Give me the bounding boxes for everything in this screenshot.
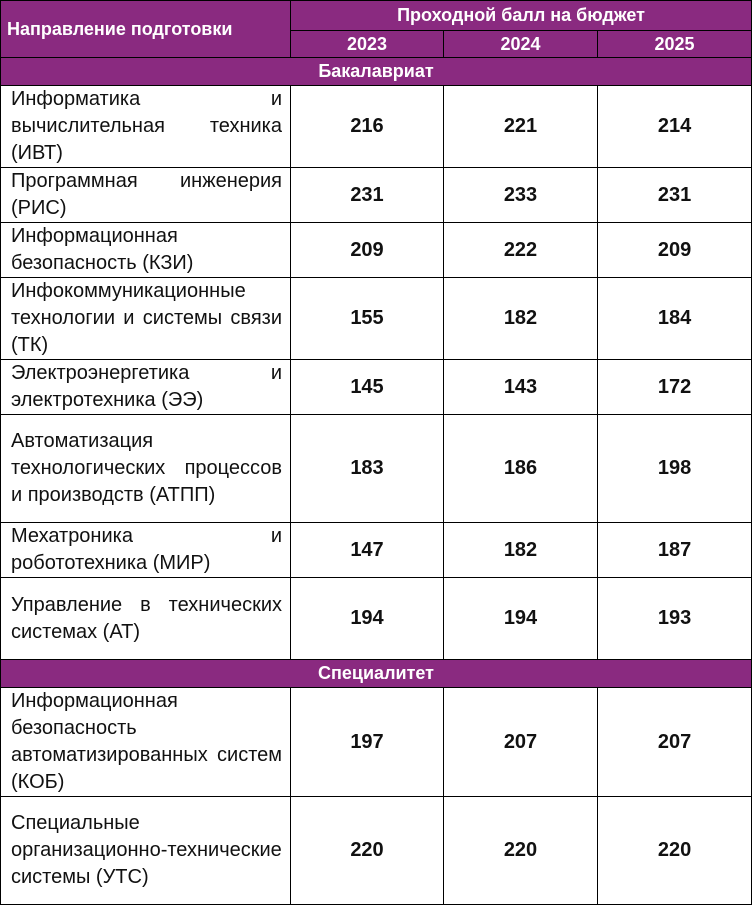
section-title: Бакалавриат [1,58,752,86]
direction-name: Автоматизация технологических процессов и производств (АТПП) [1,415,291,523]
section-title: Специалитет [1,660,752,688]
direction-name: Программная инженерия (РИС) [1,168,291,223]
score-2025: 184 [598,278,752,360]
table-row [1,223,752,278]
score-2025: 193 [598,578,752,660]
score-2023: 145 [291,360,444,415]
score-2024: 233 [444,168,598,223]
score-2023: 216 [291,86,444,168]
score-2023: 209 [291,223,444,278]
direction-name: Информационная безопасность (КЗИ) [1,223,291,278]
score-2025: 231 [598,168,752,223]
score-2023: 147 [291,523,444,578]
section-row-specialist [1,660,752,688]
year-header-2025: 2025 [598,31,752,58]
direction-name: Информатика и вычислительная техника (ИВТ) [1,86,291,168]
score-2023: 194 [291,578,444,660]
score-2024: 186 [444,415,598,523]
score-2025: 198 [598,415,752,523]
score-2023: 197 [291,688,444,797]
table-row [1,578,752,660]
section-row-bachelor [1,58,752,86]
direction-name: Информационная безопасность автоматизированных систем (КОБ) [1,688,291,797]
score-2025: 187 [598,523,752,578]
direction-name: Электроэнергетика и электротехника (ЭЭ) [1,360,291,415]
score-2024: 207 [444,688,598,797]
score-2024: 182 [444,523,598,578]
score-2025: 172 [598,360,752,415]
table-row [1,415,752,523]
direction-column-header: Направление подготовки [1,1,291,58]
score-2025: 220 [598,797,752,905]
direction-name: Мехатроника и робототехника (МИР) [1,523,291,578]
score-2023: 231 [291,168,444,223]
table-row [1,523,752,578]
table-row [1,360,752,415]
direction-name: Инфокоммуникационные технологии и системы связи (ТК) [1,278,291,360]
direction-name: Управление в технических системах (АТ) [1,578,291,660]
score-2024: 194 [444,578,598,660]
table-row [1,278,752,360]
table-row [1,168,752,223]
score-2024: 182 [444,278,598,360]
score-2024: 143 [444,360,598,415]
score-2024: 220 [444,797,598,905]
score-column-header: Проходной балл на бюджет [291,1,752,31]
score-2024: 221 [444,86,598,168]
score-2023: 155 [291,278,444,360]
year-header-2024: 2024 [444,31,598,58]
score-2025: 209 [598,223,752,278]
score-2023: 183 [291,415,444,523]
direction-name: Специальные организационно-технические системы (УТС) [1,797,291,905]
header-row [1,1,752,31]
table-row [1,797,752,905]
table-row [1,86,752,168]
year-header-2023: 2023 [291,31,444,58]
score-2024: 222 [444,223,598,278]
score-2025: 207 [598,688,752,797]
score-2025: 214 [598,86,752,168]
score-2023: 220 [291,797,444,905]
table-row [1,688,752,797]
